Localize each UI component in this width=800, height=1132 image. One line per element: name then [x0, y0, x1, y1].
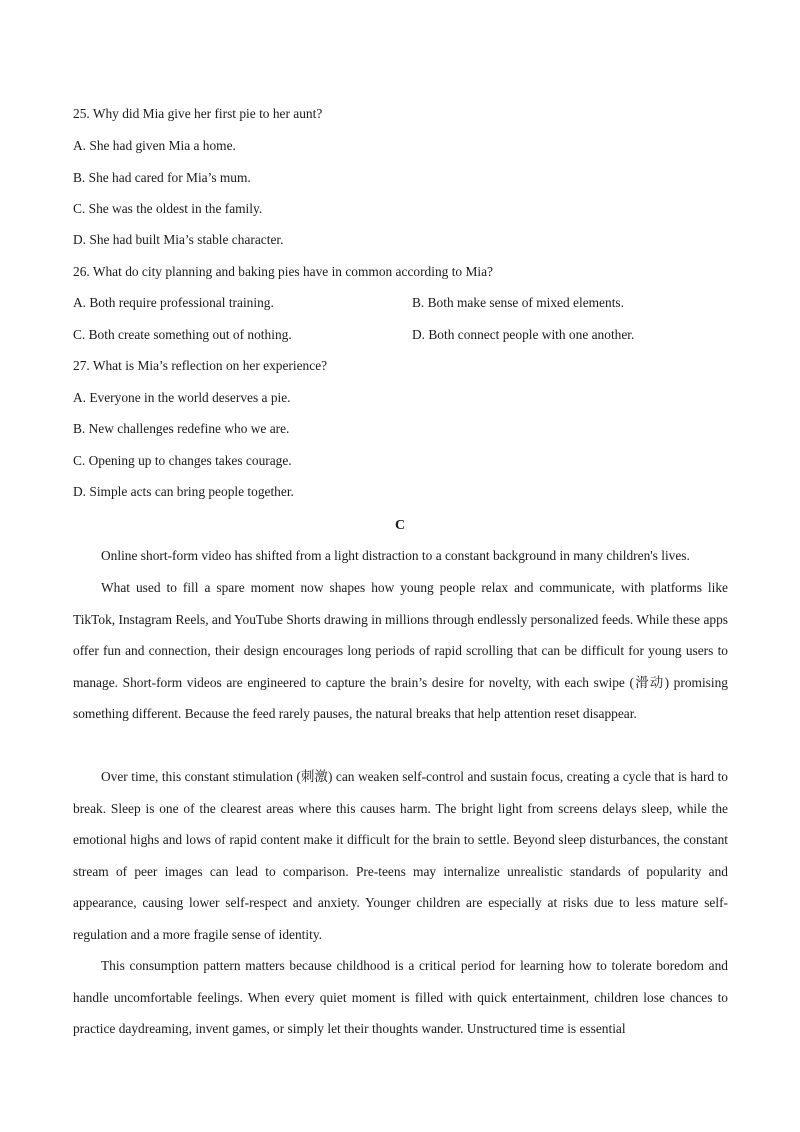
- paragraph-text: This consumption pattern matters because childhood is a critical period for learning how to tolerate boredom and handle uncomfortable feelings. When every quiet moment is filled with quick entertainment, children lose chances to practice daydreaming, invent games, or simply let their thoughts wander. Unstructured time is essential: [73, 958, 728, 1037]
- question-25-option-d: D. She had built Mia’s stable character.: [73, 232, 284, 247]
- question-27-option-a: A. Everyone in the world deserves a pie.: [73, 390, 291, 405]
- question-27-option-c: C. Opening up to changes takes courage.: [73, 453, 292, 468]
- question-26: 26. What do city planning and baking pies have in common according to Mia?: [73, 264, 493, 279]
- question-25: 25. Why did Mia give her first pie to her aunt?: [73, 106, 323, 121]
- passage-paragraph-2: [73, 572, 728, 730]
- question-27-option-d: D. Simple acts can bring people together.: [73, 484, 294, 499]
- paragraph-text: Online short-form video has shifted from a light distraction to a constant background in many children's lives.: [101, 548, 690, 563]
- question-27: 27. What is Mia’s reflection on her experience?: [73, 358, 328, 373]
- question-26-option-c: C. Both create something out of nothing.: [73, 327, 292, 342]
- passage-paragraph-3: [73, 761, 728, 951]
- question-26-option-a: A. Both require professional training.: [73, 295, 274, 310]
- passage-paragraph-4: [73, 950, 728, 1044]
- question-25-option-a: A. She had given Mia a home.: [73, 138, 236, 153]
- question-25-option-c: C. She was the oldest in the family.: [73, 201, 263, 216]
- section-heading: C: [394, 518, 406, 533]
- question-25-option-b: B. She had cared for Mia’s mum.: [73, 170, 251, 185]
- paragraph-text: What used to fill a spare moment now shapes how young people relax and communicate, with platforms like TikTok, Instagram Reels, and YouTube Shorts drawing in millions through endlessly personalized feeds. While these apps offer fun and connection, their design encourages long periods of rapid scrolling that can be difficult for young users to manage. Short-form videos are engineered to capture the brain’s desire for novelty, with each swipe (滑动) promising something different. Because the feed rarely pauses, the natural breaks that help attention reset disappear.: [73, 580, 728, 722]
- passage-paragraph-1: [73, 540, 728, 572]
- question-26-option-b: B. Both make sense of mixed elements.: [412, 295, 624, 310]
- question-27-option-b: B. New challenges redefine who we are.: [73, 421, 290, 436]
- paragraph-text: Over time, this constant stimulation (刺激) can weaken self-control and sustain focus, creating a cycle that is hard to break. Sleep is one of the clearest areas where this causes harm. The bright light from screens delays sleep, while the emotional highs and lows of rapid content make it difficult for the brain to settle. Beyond sleep disturbances, the constant stream of peer images can lead to comparison. Pre-teens may internalize unrealistic standards of popularity and appearance, causing lower self-respect and anxiety. Younger children are especially at risks due to less mature self-regulation and a more fragile sense of identity.: [73, 769, 728, 942]
- question-26-option-d: D. Both connect people with one another.: [412, 327, 635, 342]
